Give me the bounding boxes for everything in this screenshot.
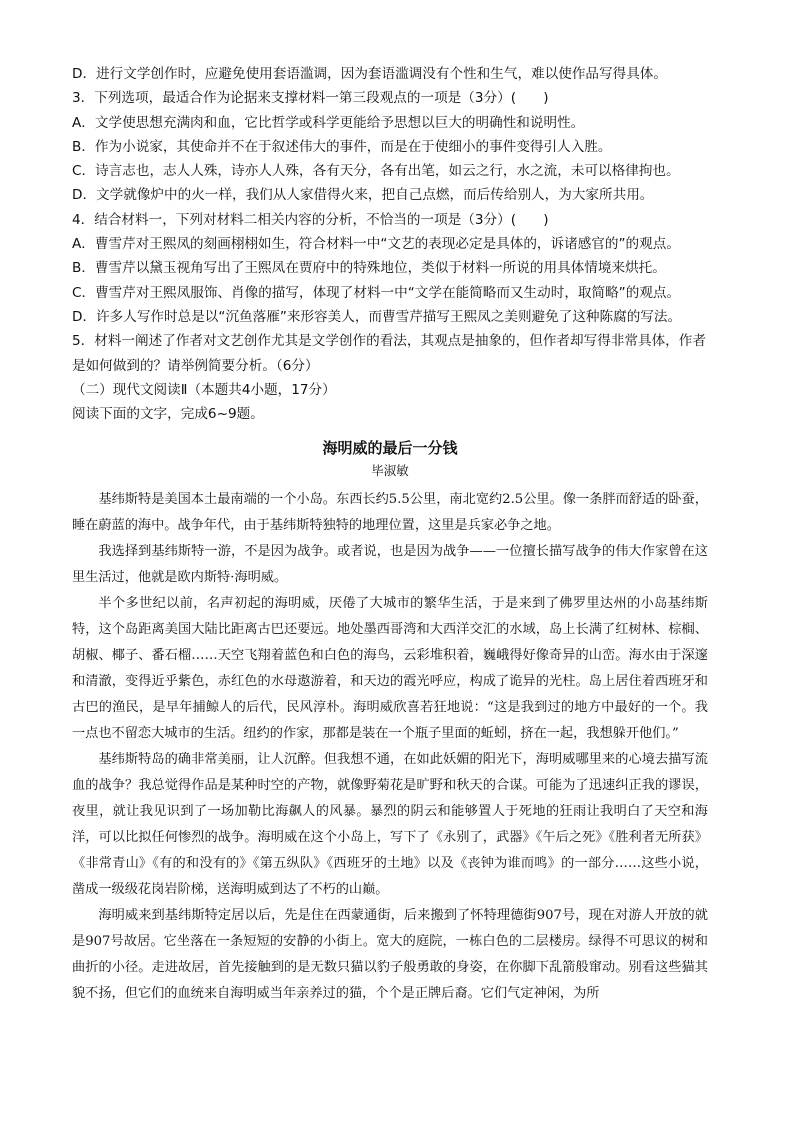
passage-paragraph: 我选择到基纬斯特一游，不是因为战争。或者说，也是因为战争——一位擅长描写战争的伟大作家曾在这里生活过，他就是欧内斯特·海明威。: [72, 544, 708, 586]
question-3: 3．下列选项，最适合作为论据来支撑材料一第三段观点的一项是（3分）( ): [72, 90, 549, 107]
reading-instruction: 阅读下面的文字，完成6~9题。: [72, 406, 264, 423]
option-3b: B．作为小说家，其使命并不在于叙述伟大的事件，而是在于使细小的事件变得引人入胜。: [72, 138, 612, 155]
option-1d: D．进行文学创作时，应避免使用套语滥调，因为套语滥调没有个性和生气，难以使作品写得具体。: [72, 66, 667, 82]
option-3d: D．文学就像炉中的火一样，我们从人家借得火来，把自己点燃，而后传给别人，为大家所共用。: [72, 187, 654, 204]
passage-title: 海明威的最后一分钱: [322, 439, 458, 458]
question-4: 4．结合材料一，下列对材料二相关内容的分析，不恰当的一项是（3分）( ): [72, 211, 549, 228]
passage-paragraph: 海明威来到基纬斯特定居以后，先是住在西蒙通街，后来搬到了怀特理德街907号，现在对游人开放的就是907号故居。它坐落在一条短短的安静的小街上。宽大的庭院，一栋白色的二层楼房。绿得不可思议的树和曲折的小径。走进故居，首先接触到的是无数只猫以豹子般勇敢的身姿，在你脚下乱箭般窜动。别看这些猫其貌不扬，但它们的血统来自海明威当年亲养过的猫，个个是正牌后裔。它们气定神闲，为所: [72, 908, 708, 1002]
option-4b: B．曹雪芹以黛玉视角写出了王熙凤在贾府中的特殊地位，类似于材料一所说的用具体情境来烘托。: [72, 260, 666, 277]
question-5: 5．材料一阐述了作者对文艺创作尤其是文学创作的看法，其观点是抽象的，但作者却写得非常具体，作者是如何做到的？请举例简要分析。（6分）: [72, 333, 706, 374]
option-4d: D．许多人写作时总是以“沉鱼落雁”来形容美人，而曹雪芹描写王熙凤之美则避免了这种陈腐的写法。: [72, 308, 682, 325]
section-heading: （二）现代文阅读Ⅱ（本题共4小题，17分）: [72, 381, 336, 398]
option-3c: C．诗言志也，志人人殊，诗亦人人殊，各有天分，各有出笔，如云之行，水之流，未可以格律拘也。: [72, 163, 680, 180]
option-4c: C．曹雪芹对王熙凤服饰、肖像的描写，体现了材料一中“文学在能简略而又生动时，取简略”的观点。: [72, 284, 681, 301]
passage-author: 毕淑敏: [371, 463, 409, 479]
passage-paragraph: 基纬斯特是美国本土最南端的一个小岛。东西长约5.5公里，南北宽约2.5公里。像一条胖而舒适的卧蚕，睡在蔚蓝的海中。战争年代，由于基纬斯特独特的地理位置，这里是兵家必争之地。: [72, 492, 708, 534]
option-3a: A．文学使思想充满肉和血，它比哲学或科学更能给予思想以巨大的明确性和说明性。: [72, 114, 585, 131]
passage-paragraph: 基纬斯特岛的确非常美丽，让人沉醉。但我想不通，在如此妖媚的阳光下，海明威哪里来的心境去描写流血的战争？我总觉得作品是某种时空的产物，就像野菊花是旷野和秋天的合谋。可能为了迅速纠正我的谬误，夜里，就让我见识到了一场加勒比海飙人的风暴。暴烈的阴云和能够置人于死地的狂雨让我明白了天空和海洋，可以比拟任何惨烈的战争。海明威在这个小岛上，写下了《永别了，武器》《午后之死》《胜利者无所获》《非常青山》《有的和没有的》《第五纵队》《西班牙的土地》以及《丧钟为谁而鸣》的一部分……这些小说，凿成一级级花岗岩阶梯，送海明威到达了不朽的山巅。: [72, 752, 708, 898]
passage-body: [72, 487, 708, 1007]
option-4a: A．曹雪芹对王熙凤的刻画栩栩如生，符合材料一中“文艺的表现必定是具体的，诉诸感官的”的观点。: [72, 236, 680, 253]
passage-paragraph: 半个多世纪以前，名声初起的海明威，厌倦了大城市的繁华生活，于是来到了佛罗里达州的小岛基纬斯特，这个岛距离美国大陆比距离古巴还要远。地处墨西哥湾和大西洋交汇的水域，岛上长满了红树林、棕榈、胡椒、椰子、番石榴……天空飞翔着蓝色和白色的海鸟，云彩堆积着，巍峨得好像奇异的山峦。海水由于深邃和清澈，变得近乎紫色，赤红色的水母遨游着，和天边的霞光呼应，构成了诡异的光柱。岛上居住着西班牙和古巴的渔民，是早年捕鲸人的后代，民风淳朴。海明威欣喜若狂地说：“这是我到过的地方中最好的一个。我一点也不留恋大城市的生活。纽约的作家，那都是装在一个瓶子里面的蚯蚓，挤在一起，我想躲开他们。”: [72, 596, 708, 742]
